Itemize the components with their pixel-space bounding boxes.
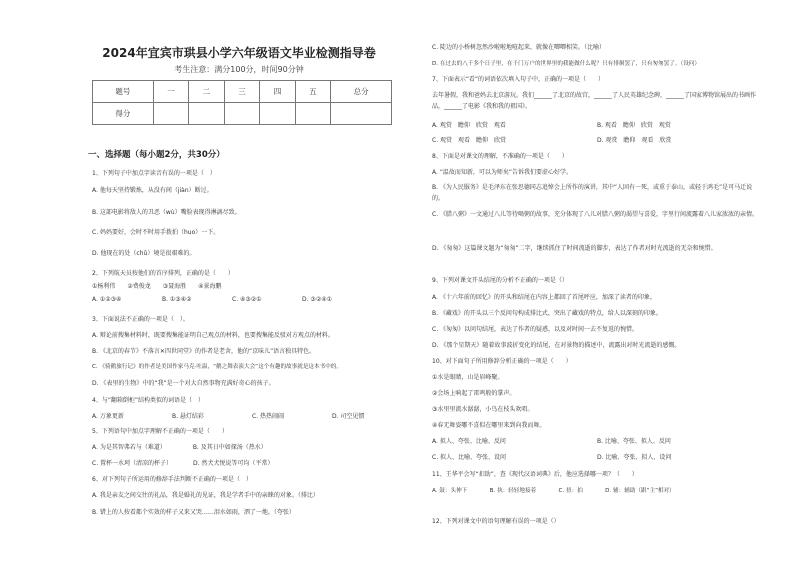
score-header-row	[93, 81, 392, 103]
score-cell: 总分	[331, 81, 392, 103]
section-heading: 一、选择题（每小题2分，共30分）	[88, 150, 225, 160]
score-cell: 三	[224, 81, 259, 103]
option-line: C. 陡边的小桥树忽然沙啦啦地喧起来，就像在唧唧相笑。（比喻）	[432, 44, 606, 51]
question-5: 5、下列语句中加点字理解不正确的一项是（ ）	[92, 428, 228, 435]
question-3: 3、下面说法不正确的一项是（ ）。	[92, 316, 189, 323]
score-cell[interactable]	[224, 103, 259, 125]
score-cell: 得分	[93, 103, 154, 125]
exam-notice: 考生注意：满分100分，时间90分钟	[174, 65, 304, 74]
option-line: C. 《骑鹅旅行记》的作者是美国作家马克·吐温，“鹅之舞表演大会”这个有趣的故事就是这本书中的。	[92, 364, 342, 370]
sentence-item: ③水里里流水潺潺，小鸟在枝头欢唱。	[432, 406, 534, 413]
option-b: B. ①③④②	[162, 296, 192, 303]
question-4: 4、与“翻箱倒柜”结构类似的词语是（ ）	[92, 397, 205, 404]
option-b: B. 观看 瞻仰 欣赏 观赏	[597, 122, 671, 129]
option-line: C. 《匆匆》以问句结尾，表达了作者的疑惑，以及对时间一去不复返的惋惜。	[432, 326, 639, 333]
option-line: A. 他每天坚持锻炼，从没有间（jiàn）断过。	[92, 187, 213, 194]
option-line: B. 《北京的春节》不落言✕四世同堂》的作者是老舍，他的“京味儿”语言独具特色。	[92, 348, 316, 355]
score-cell: 一	[153, 81, 188, 103]
option-line: D. 《那个星期天》随着故事波折变化的结尾，在对景物的描述中，流露出对时光流逝的感慨。	[432, 342, 681, 349]
option-line: A. 我是亲友之间交往的礼品，我是婚礼的见证，我是学者手中的亲睐的对象。（排比）	[92, 492, 319, 499]
option-line: A. 辩论前搜集材料时，既要搜集能证明自己观点的材料，也要搜集能反驳对方观点的材料。	[92, 332, 334, 339]
score-cell: 二	[189, 81, 224, 103]
score-value-row	[93, 103, 392, 125]
option-line: C. 置杯一水珂（清凉的杯子） D. 然犬犬悦说等可均（平常）	[92, 460, 274, 467]
score-table	[92, 80, 392, 125]
option-line: D. 《匆匆》这篇课文题为“匆匆”二字，继续抓住了时间流逝的脚步，表达了作者对时光流逝的无奈和惋惜。	[432, 245, 717, 252]
sentence-item: ①水是眼睛，山是眉峰聚。	[432, 374, 504, 381]
question-7-passage: 去年暑假，我和爸妈去北京游玩。我们______了北京的故宫，______了人民英雄纪念碑，______了国家博物馆展出的书画作品，______了电影《我和我的祖国》。	[432, 92, 757, 110]
option-a: A. 万象更新	[92, 413, 124, 420]
option-a: A. 拟人、夸张、比喻、反问	[432, 438, 506, 445]
option-b: B. 悬灯结彩	[172, 413, 204, 420]
score-cell[interactable]	[260, 103, 295, 125]
option-line: D. 他现在的处（chǔ）境是很艰难的。	[92, 250, 196, 257]
score-cell[interactable]	[189, 103, 224, 125]
score-cell: 四	[260, 81, 295, 103]
sentence-item: ④春无舞姿哪不喜似在哪里来到向我而舞。	[432, 422, 546, 429]
question-10: 10、对下面句子所用修辞分析正确的一项是（ ）	[432, 358, 572, 365]
option-line: D. 在过去的八千多个日子里，在千门万户的世界里的我能做什么呢？只有徘徊罢了，只有匆匆罢了。（设问）	[432, 61, 700, 67]
score-cell[interactable]	[295, 103, 330, 125]
question-11: 11、王华平会写“扣助”，查《现代汉语词典》后，他应选择哪一项？（ ）	[432, 471, 638, 478]
score-cell: 五	[295, 81, 330, 103]
option-line: C. 《腊八粥》一文通过八儿等待喝粥的故事，充分体现了八儿对腊八粥的渴望与喜爱，字里行间流露着八儿家浓浓的亲情。	[432, 211, 759, 218]
question-9: 9、下列对课文开头结尾的分析不正确的一项是（）	[432, 277, 568, 284]
option-c: C. 热热闹闹	[252, 413, 285, 420]
option-line: A. “温故而知新，可以为师矣”告诉我们要虚心好学。	[432, 169, 573, 176]
question-12: 12、下列对课文中的语句理解有误的一项是（）	[432, 518, 560, 525]
option-line: B. 《为人民服务》是毛泽东在张思德同志追悼会上所作的演讲，其中“人固有一死，或重于泰山，或轻于鸿毛”是可马迁说的。	[432, 184, 753, 202]
option-line: B. 这部电影将敌人的丑恶（wù）嘴脸表现得淋漓尽致。	[92, 209, 241, 216]
sentence-item: ②会场上响起了雷鸣般的掌声。	[432, 390, 516, 397]
score-cell[interactable]	[153, 103, 188, 125]
option-b: B. 比喻、夸张、拟人、反问	[597, 438, 671, 445]
question-8: 8、下面是对课文的理解，不准确的一项是（ ）	[432, 153, 568, 160]
option-d: D. 比喻、夸张、拟人、设问	[597, 454, 672, 461]
question-6: 6、对下列句子所运用的修辞手法判断不正确的一项是（ ）	[92, 476, 252, 483]
option-d: D. 观赏 瞻仰 观看 欣赏	[597, 137, 672, 144]
question-7: 7、下面表示“看”的词语依次填入句子中，正确的一项是（ ）	[432, 76, 605, 83]
option-line: D. 《表里的生物》中的“我”是一个对大自然事物充满好奇心的孩子。	[92, 380, 275, 387]
score-cell[interactable]	[331, 103, 392, 125]
option-line: B. 《藏戏》的开头以三个反问句构成排比式，突出了藏戏的特点，给人以深刻的印象。	[432, 310, 662, 317]
option-c: C. 观赏 观看 瞻仰 欣赏	[432, 137, 507, 144]
option-line: C. 妈妈要好，会时不时用手拨拍（huo）一下。	[92, 229, 220, 236]
astronaut-list: ①杨利伟 ②费俊龙 ③聂海胜 ④景海鹏	[92, 283, 222, 290]
option-a: A. ①②③④	[92, 296, 122, 303]
score-cell: 题号	[93, 81, 154, 103]
option-c: C. 拟人、比喻、夸张、设问	[432, 454, 507, 461]
option-c: C. ④③②①	[232, 296, 262, 303]
page-title: 2024年宜宾市珙县小学六年级语文毕业检测指导卷	[102, 46, 376, 60]
option-line: B. 错上的人按看都个实效的样子又来又哭……泪水如雨，泗了一地。（夸张）	[92, 509, 295, 516]
option-line: A. 《十六年前的回忆》的开头和结尾在内容上都回了首尾呼应，加深了读者的印象。	[432, 294, 656, 301]
option-d: D. 司空见惯	[332, 413, 365, 420]
option-d: D. ③②④①	[302, 296, 332, 303]
option-line: A. 为是其智弗若与（难道） B. 及其日中如探汤（热水）	[92, 444, 267, 451]
question-1: 1、下列句子中加点字读音有误的一项是（ ）	[92, 170, 216, 177]
option-line: A. 鼓：头伸下 B. 执：轻轻地接着 C. 扭：拍 D. 辅：辅助（跟“主”相对）	[432, 488, 675, 494]
question-2: 2、下列航天员按他们的首序排列，正确的是（ ）	[92, 270, 234, 277]
option-a: A. 观赏 瞻仰 欣赏 观看	[432, 122, 506, 129]
